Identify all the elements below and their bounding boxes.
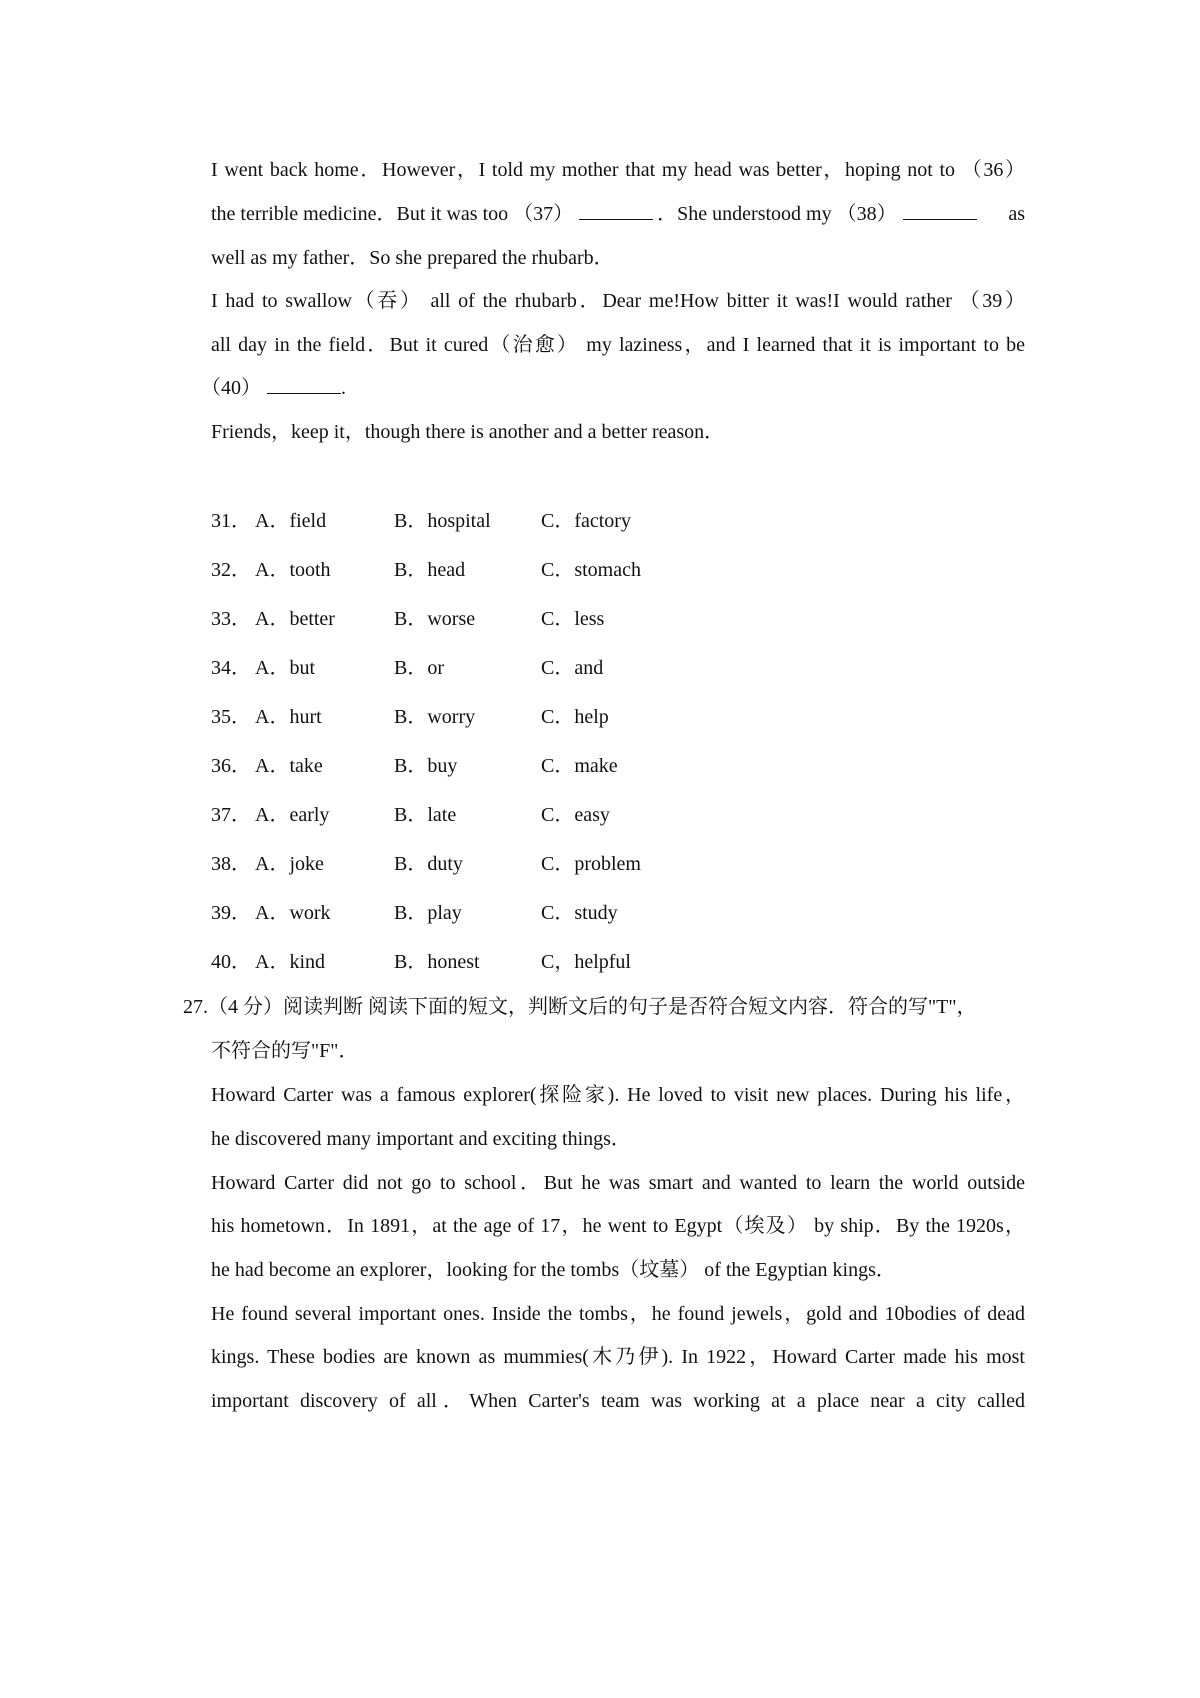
option-c: C．factory bbox=[541, 510, 631, 532]
question-number: 35． bbox=[211, 706, 251, 728]
option-b: B．late bbox=[394, 804, 457, 826]
option-b: B．hospital bbox=[394, 510, 491, 532]
passage-text: ．She understood my （38） bbox=[657, 203, 897, 225]
passage-line: I went back home．However，I told my mother that my head was better，hoping not to （36） bbox=[211, 159, 1025, 181]
option-b: B．buy bbox=[394, 755, 458, 777]
option-a: A．joke bbox=[255, 853, 324, 875]
option-b: B．worry bbox=[394, 706, 476, 728]
option-a: A．work bbox=[255, 902, 331, 924]
option-c: C．help bbox=[541, 706, 609, 728]
reading-line: Howard Carter did not go to school．But he was smart and wanted to learn the world outside bbox=[211, 1172, 1025, 1194]
option-c: C．and bbox=[541, 657, 604, 679]
reading-line: he discovered many important and exciting things． bbox=[211, 1128, 631, 1150]
option-a: A．better bbox=[255, 608, 335, 630]
option-c: C．less bbox=[541, 608, 605, 630]
option-b: B．worse bbox=[394, 608, 476, 630]
option-c: C．make bbox=[541, 755, 618, 777]
option-a: A．field bbox=[255, 510, 327, 532]
option-c: C．easy bbox=[541, 804, 610, 826]
option-c: C，helpful bbox=[541, 951, 631, 973]
passage-text: as bbox=[1008, 203, 1025, 225]
passage-text: . bbox=[341, 377, 346, 399]
answer-blank-37 bbox=[579, 201, 653, 220]
passage-line: all day in the field．But it cured（治愈） my laziness，and I learned that it is important to be bbox=[211, 334, 1025, 356]
option-b: B．or bbox=[394, 657, 444, 679]
question-number: 37． bbox=[211, 804, 251, 826]
option-a: A．hurt bbox=[255, 706, 322, 728]
question-number: 32． bbox=[211, 559, 251, 581]
reading-line: He found several important ones. Inside the tombs，he found jewels，gold and 10bodies of dead bbox=[211, 1303, 1025, 1325]
option-a: A．but bbox=[255, 657, 315, 679]
reading-line: Howard Carter was a famous explorer(探险家). He loved to visit new places. During his life， bbox=[211, 1084, 1025, 1106]
passage-line: Friends，keep it，though there is another and a better reason． bbox=[211, 421, 725, 443]
reading-line: important discovery of all．When Carter's team was working at a place near a city called bbox=[211, 1390, 1025, 1412]
question-number: 34． bbox=[211, 657, 251, 679]
option-c: C．problem bbox=[541, 853, 641, 875]
option-a: A．early bbox=[255, 804, 330, 826]
option-b: B．honest bbox=[394, 951, 480, 973]
option-b: B．head bbox=[394, 559, 466, 581]
option-a: A．kind bbox=[255, 951, 325, 973]
option-b: B．duty bbox=[394, 853, 463, 875]
passage-line: well as my father．So she prepared the rhubarb． bbox=[211, 247, 614, 269]
question-number: 39． bbox=[211, 902, 251, 924]
question-number: 40． bbox=[211, 951, 251, 973]
question-27-header-cont: 不符合的写"F"． bbox=[211, 1040, 359, 1062]
option-b: B．play bbox=[394, 902, 462, 924]
passage-line: I had to swallow（吞） all of the rhubarb．Dear me!How bitter it was!I would rather （39） bbox=[211, 290, 1025, 312]
option-c: C．study bbox=[541, 902, 618, 924]
reading-line: his hometown．In 1891，at the age of 17，he went to Egypt（埃及） by ship．By the 1920s， bbox=[211, 1215, 1025, 1237]
question-number: 33． bbox=[211, 608, 251, 630]
question-27-header: 27.（4 分）阅读判断 阅读下面的短文，判断文后的句子是否符合短文内容．符合的写"T"， bbox=[183, 996, 977, 1018]
reading-line: he had become an explorer，looking for the tombs（坟墓） of the Egyptian kings． bbox=[211, 1259, 896, 1281]
passage-text: （40） bbox=[201, 377, 261, 399]
question-number: 31． bbox=[211, 510, 251, 532]
answer-blank-38 bbox=[903, 201, 977, 220]
reading-line: kings. These bodies are known as mummies(木乃伊). In 1922，Howard Carter made his most bbox=[211, 1346, 1025, 1368]
passage-line-with-blank bbox=[201, 374, 1025, 402]
question-number: 36． bbox=[211, 755, 251, 777]
option-c: C．stomach bbox=[541, 559, 641, 581]
passage-text: the terrible medicine．But it was too （37） bbox=[211, 203, 574, 225]
passage-line-with-blanks bbox=[211, 200, 1025, 228]
answer-blank-40 bbox=[267, 375, 341, 394]
option-a: A．take bbox=[255, 755, 323, 777]
option-a: A．tooth bbox=[255, 559, 331, 581]
question-number: 38． bbox=[211, 853, 251, 875]
